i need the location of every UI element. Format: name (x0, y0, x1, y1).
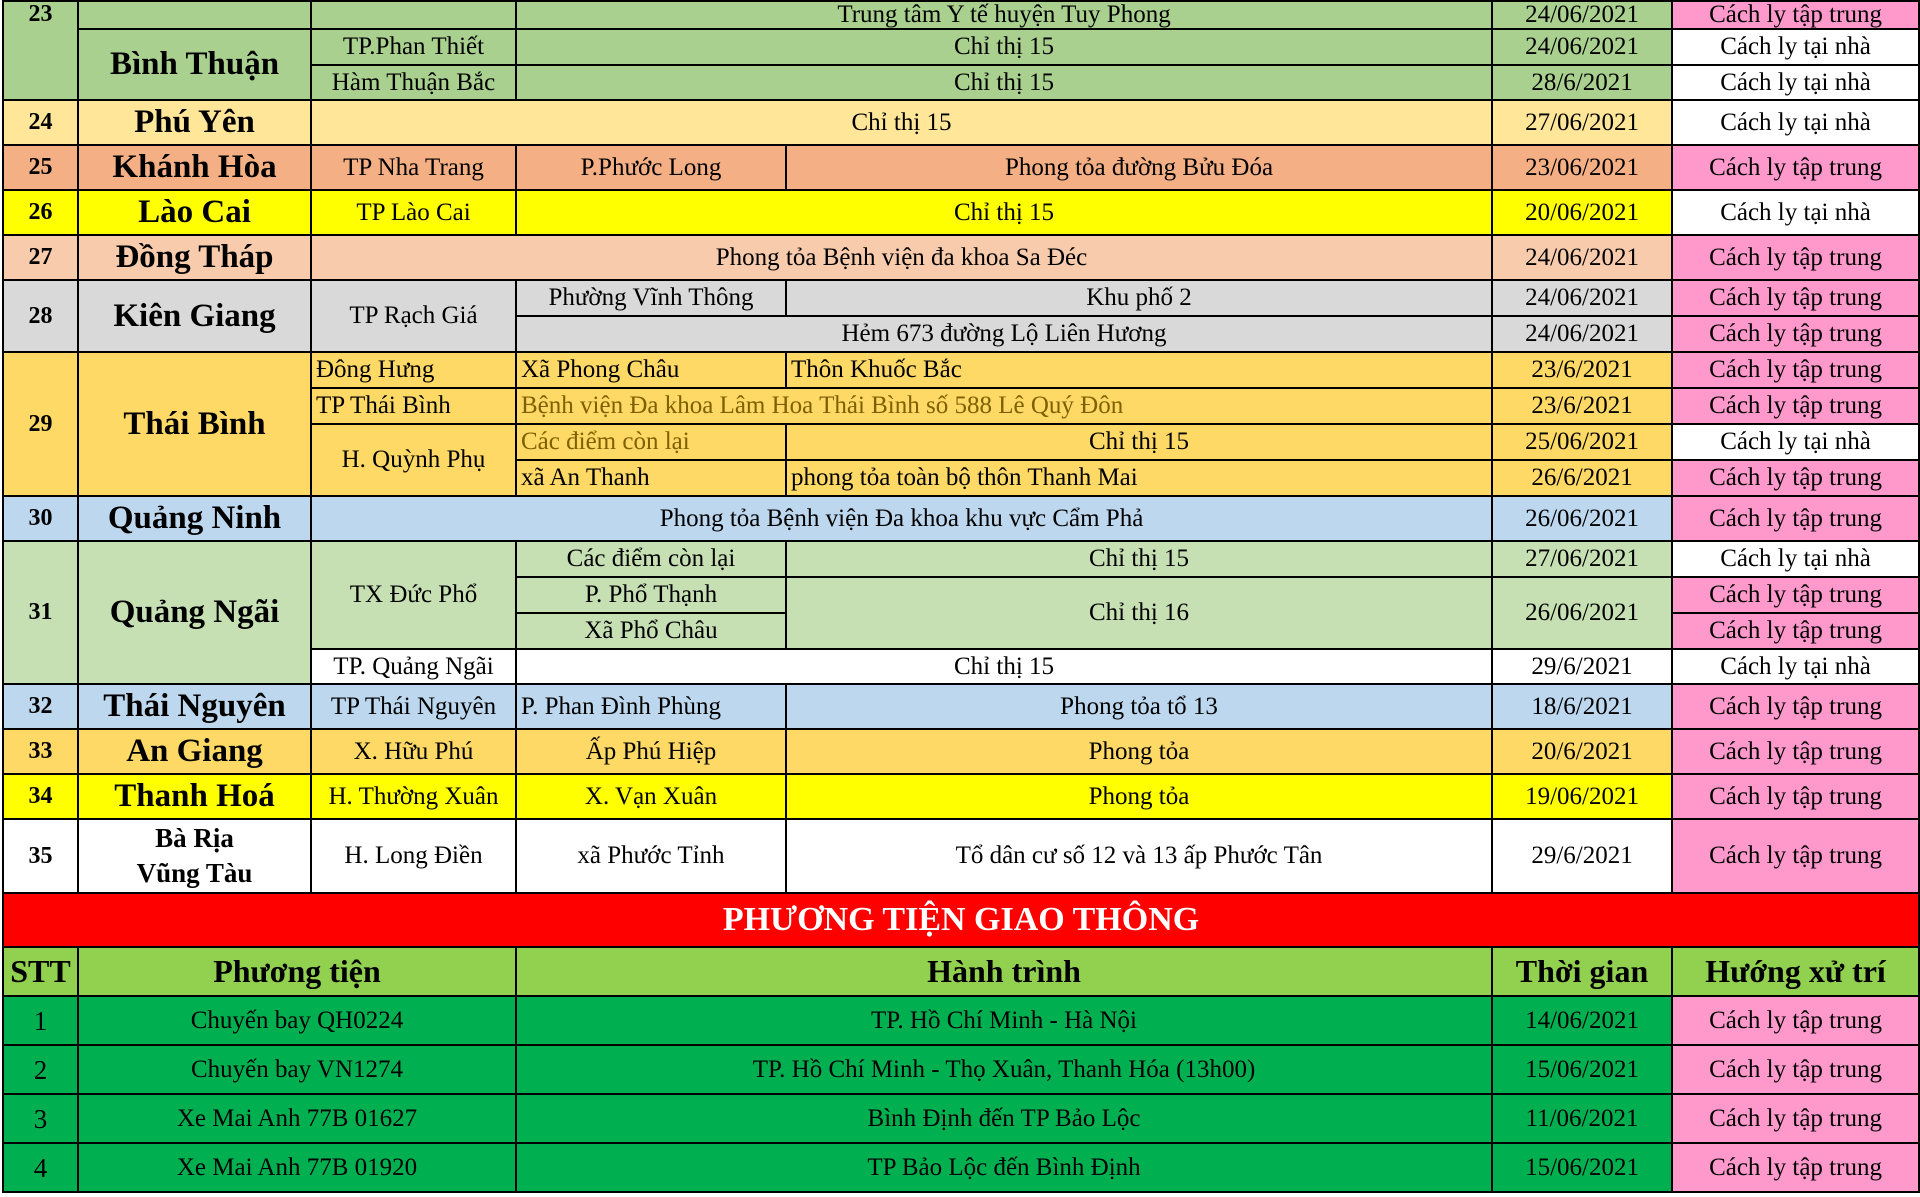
date-cell: 23/6/2021 (1492, 388, 1672, 424)
place-cell: Phong tỏa tổ 13 (786, 684, 1492, 729)
time-cell: 15/06/2021 (1492, 1143, 1672, 1192)
district-cell: Đông Hưng (311, 352, 516, 388)
date-cell: 28/6/2021 (1492, 65, 1672, 100)
province-cell: Đồng Tháp (78, 235, 311, 280)
district-cell: H. Thường Xuân (311, 774, 516, 819)
date-cell: 26/6/2021 (1492, 460, 1672, 496)
time-cell: 15/06/2021 (1492, 1045, 1672, 1094)
action-cell: Cách ly tập trung (1672, 577, 1919, 613)
place-cell: Chỉ thị 15 (786, 541, 1492, 577)
place-cell: Chỉ thị 15 (311, 100, 1492, 145)
header-stt: STT (3, 947, 78, 996)
action-cell: Cách ly tập trung (1672, 1143, 1919, 1192)
stt-cell: 30 (3, 496, 78, 541)
action-cell: Cách ly tập trung (1672, 496, 1919, 541)
date-cell: 26/06/2021 (1492, 577, 1672, 649)
ward-cell: X. Vạn Xuân (516, 774, 786, 819)
ward-cell: xã Phước Tỉnh (516, 819, 786, 893)
district-cell: Hàm Thuận Bắc (311, 65, 516, 100)
action-cell: Cách ly tập trung (1672, 684, 1919, 729)
place-cell: Khu phố 2 (786, 280, 1492, 316)
action-cell: Cách ly tập trung (1672, 1094, 1919, 1143)
table-row-stt: 1 (3, 996, 78, 1045)
vehicle-cell: Xe Mai Anh 77B 01627 (78, 1094, 516, 1143)
table-row-stt: 4 (3, 1143, 78, 1192)
district-cell: TP Rạch Giá (311, 280, 516, 352)
date-cell: 24/06/2021 (1492, 235, 1672, 280)
header-action: Hướng xử trí (1672, 947, 1919, 996)
stt-cell: 33 (3, 729, 78, 774)
action-cell: Cách ly tập trung (1672, 996, 1919, 1045)
action-cell: Cách ly tại nhà (1672, 65, 1919, 100)
action-cell: Cách ly tập trung (1672, 235, 1919, 280)
district-cell: H. Quỳnh Phụ (311, 424, 516, 496)
place-cell: Chỉ thị 15 (516, 190, 1492, 235)
place-cell: phong tỏa toàn bộ thôn Thanh Mai (786, 460, 1492, 496)
province-cell: Thanh Hoá (78, 774, 311, 819)
place-cell: Chỉ thị 15 (516, 29, 1492, 65)
date-cell: 27/06/2021 (1492, 541, 1672, 577)
date-cell: 29/6/2021 (1492, 649, 1672, 684)
date-cell: 24/06/2021 (1492, 29, 1672, 65)
route-cell: Bình Định đến TP Bảo Lộc (516, 1094, 1492, 1143)
outbreak-table (2, 0, 1920, 1193)
district-cell: TX Đức Phổ (311, 541, 516, 649)
action-cell: Cách ly tại nhà (1672, 100, 1919, 145)
header-time: Thời gian (1492, 947, 1672, 996)
header-route: Hành trình (516, 947, 1492, 996)
action-cell: Cách ly tại nhà (1672, 541, 1919, 577)
date-cell: 24/06/2021 (1492, 280, 1672, 316)
action-cell: Cách ly tập trung (1672, 613, 1919, 649)
date-cell: 23/6/2021 (1492, 352, 1672, 388)
transport-banner: PHƯƠNG TIỆN GIAO THÔNG (3, 893, 1919, 947)
province-cell: Kiên Giang (78, 280, 311, 352)
vehicle-cell: Chuyến bay VN1274 (78, 1045, 516, 1094)
action-cell: Cách ly tập trung (1672, 145, 1919, 190)
ward-cell: Phường Vĩnh Thông (516, 280, 786, 316)
ward-cell: xã An Thanh (516, 460, 786, 496)
vehicle-cell: Xe Mai Anh 77B 01920 (78, 1143, 516, 1192)
stt-cell: 25 (3, 145, 78, 190)
stt-cell: 28 (3, 280, 78, 352)
vehicle-cell: Chuyến bay QH0224 (78, 996, 516, 1045)
action-cell: Cách ly tập trung (1672, 352, 1919, 388)
place-cell: Chỉ thị 15 (516, 65, 1492, 100)
date-cell: 24/06/2021 (1492, 316, 1672, 352)
place-cell: Phong tỏa Bệnh viện đa khoa Sa Đéc (311, 235, 1492, 280)
ward-cell: P. Phổ Thạnh (516, 577, 786, 613)
place-cell: Phong tỏa Bệnh viện Đa khoa khu vực Cẩm Phả (311, 496, 1492, 541)
date-cell: 19/06/2021 (1492, 774, 1672, 819)
route-cell: TP. Hồ Chí Minh - Thọ Xuân, Thanh Hóa (13h00) (516, 1045, 1492, 1094)
district-cell: TP Thái Nguyên (311, 684, 516, 729)
province-cell: Quảng Ninh (78, 496, 311, 541)
ward-cell: Ấp Phú Hiệp (516, 729, 786, 774)
route-cell: TP. Hồ Chí Minh - Hà Nội (516, 996, 1492, 1045)
table-row-stt: 2 (3, 1045, 78, 1094)
date-cell: 20/6/2021 (1492, 729, 1672, 774)
province-cell: Bình Thuận (78, 29, 311, 100)
time-cell: 14/06/2021 (1492, 996, 1672, 1045)
header-vehicle: Phương tiện (78, 947, 516, 996)
action-cell: Cách ly tập trung (1672, 774, 1919, 819)
date-cell: 26/06/2021 (1492, 496, 1672, 541)
action-cell: Cách ly tập trung (1672, 729, 1919, 774)
province-cell (78, 819, 311, 893)
stt-cell: 26 (3, 190, 78, 235)
place-cell: Tổ dân cư số 12 và 13 ấp Phước Tân (786, 819, 1492, 893)
ward-cell: P.Phước Long (516, 145, 786, 190)
action-cell: Cách ly tập trung (1672, 280, 1919, 316)
date-cell: 29/6/2021 (1492, 819, 1672, 893)
province-cell (78, 1, 311, 29)
place-cell: Chỉ thị 16 (786, 577, 1492, 649)
district-cell: TP. Quảng Ngãi (311, 649, 516, 684)
date-cell: 27/06/2021 (1492, 100, 1672, 145)
province-cell: Khánh Hòa (78, 145, 311, 190)
province-cell: Thái Bình (78, 352, 311, 496)
table-row-stt: 3 (3, 1094, 78, 1143)
date-cell: 23/06/2021 (1492, 145, 1672, 190)
province-cell: Thái Nguyên (78, 684, 311, 729)
place-cell: Phong tỏa (786, 774, 1492, 819)
action-cell: Cách ly tập trung (1672, 460, 1919, 496)
district-cell: TP Nha Trang (311, 145, 516, 190)
district-cell: TP.Phan Thiết (311, 29, 516, 65)
action-cell: Cách ly tập trung (1672, 388, 1919, 424)
province-cell: Lào Cai (78, 190, 311, 235)
province-line: Bà Rịa (155, 823, 234, 854)
stt-cell: 32 (3, 684, 78, 729)
province-cell: Quảng Ngãi (78, 541, 311, 684)
ward-cell: Các điểm còn lại (516, 541, 786, 577)
district-cell (311, 1, 516, 29)
stt-cell: 29 (3, 352, 78, 496)
place-cell: Hẻm 673 đường Lộ Liên Hương (516, 316, 1492, 352)
stt-cell: 27 (3, 235, 78, 280)
district-cell: X. Hữu Phú (311, 729, 516, 774)
action-cell: Cách ly tại nhà (1672, 190, 1919, 235)
route-cell: TP Bảo Lộc đến Bình Định (516, 1143, 1492, 1192)
action-cell: Cách ly tại nhà (1672, 29, 1919, 65)
stt-cell: 31 (3, 541, 78, 684)
stt-cell: 23 (3, 1, 78, 100)
place-cell: Bệnh viện Đa khoa Lâm Hoa Thái Bình số 588 Lê Quý Đôn (516, 388, 1492, 424)
place-cell: Thôn Khuốc Bắc (786, 352, 1492, 388)
action-cell: Cách ly tập trung (1672, 819, 1919, 893)
date-cell: 24/06/2021 (1492, 1, 1672, 29)
action-cell: Cách ly tập trung (1672, 316, 1919, 352)
place-cell: Chỉ thị 15 (516, 649, 1492, 684)
place-cell: Phong tỏa (786, 729, 1492, 774)
place-cell: Chỉ thị 15 (786, 424, 1492, 460)
ward-cell: Xã Phổ Châu (516, 613, 786, 649)
district-cell: TP Thái Bình (311, 388, 516, 424)
action-cell: Cách ly tập trung (1672, 1, 1919, 29)
date-cell: 25/06/2021 (1492, 424, 1672, 460)
date-cell: 20/06/2021 (1492, 190, 1672, 235)
province-cell: An Giang (78, 729, 311, 774)
place-cell: Phong tỏa đường Bửu Đóa (786, 145, 1492, 190)
province-cell: Phú Yên (78, 100, 311, 145)
stt-cell: 34 (3, 774, 78, 819)
place-cell: Trung tâm Y tế huyện Tuy Phong (516, 1, 1492, 29)
ward-cell: P. Phan Đình Phùng (516, 684, 786, 729)
ward-cell: Xã Phong Châu (516, 352, 786, 388)
stt-cell: 24 (3, 100, 78, 145)
time-cell: 11/06/2021 (1492, 1094, 1672, 1143)
action-cell: Cách ly tại nhà (1672, 649, 1919, 684)
action-cell: Cách ly tại nhà (1672, 424, 1919, 460)
stt-cell: 35 (3, 819, 78, 893)
date-cell: 18/6/2021 (1492, 684, 1672, 729)
district-cell: H. Long Điền (311, 819, 516, 893)
district-cell: TP Lào Cai (311, 190, 516, 235)
action-cell: Cách ly tập trung (1672, 1045, 1919, 1094)
ward-cell: Các điểm còn lại (516, 424, 786, 460)
province-line: Vũng Tàu (136, 858, 253, 889)
